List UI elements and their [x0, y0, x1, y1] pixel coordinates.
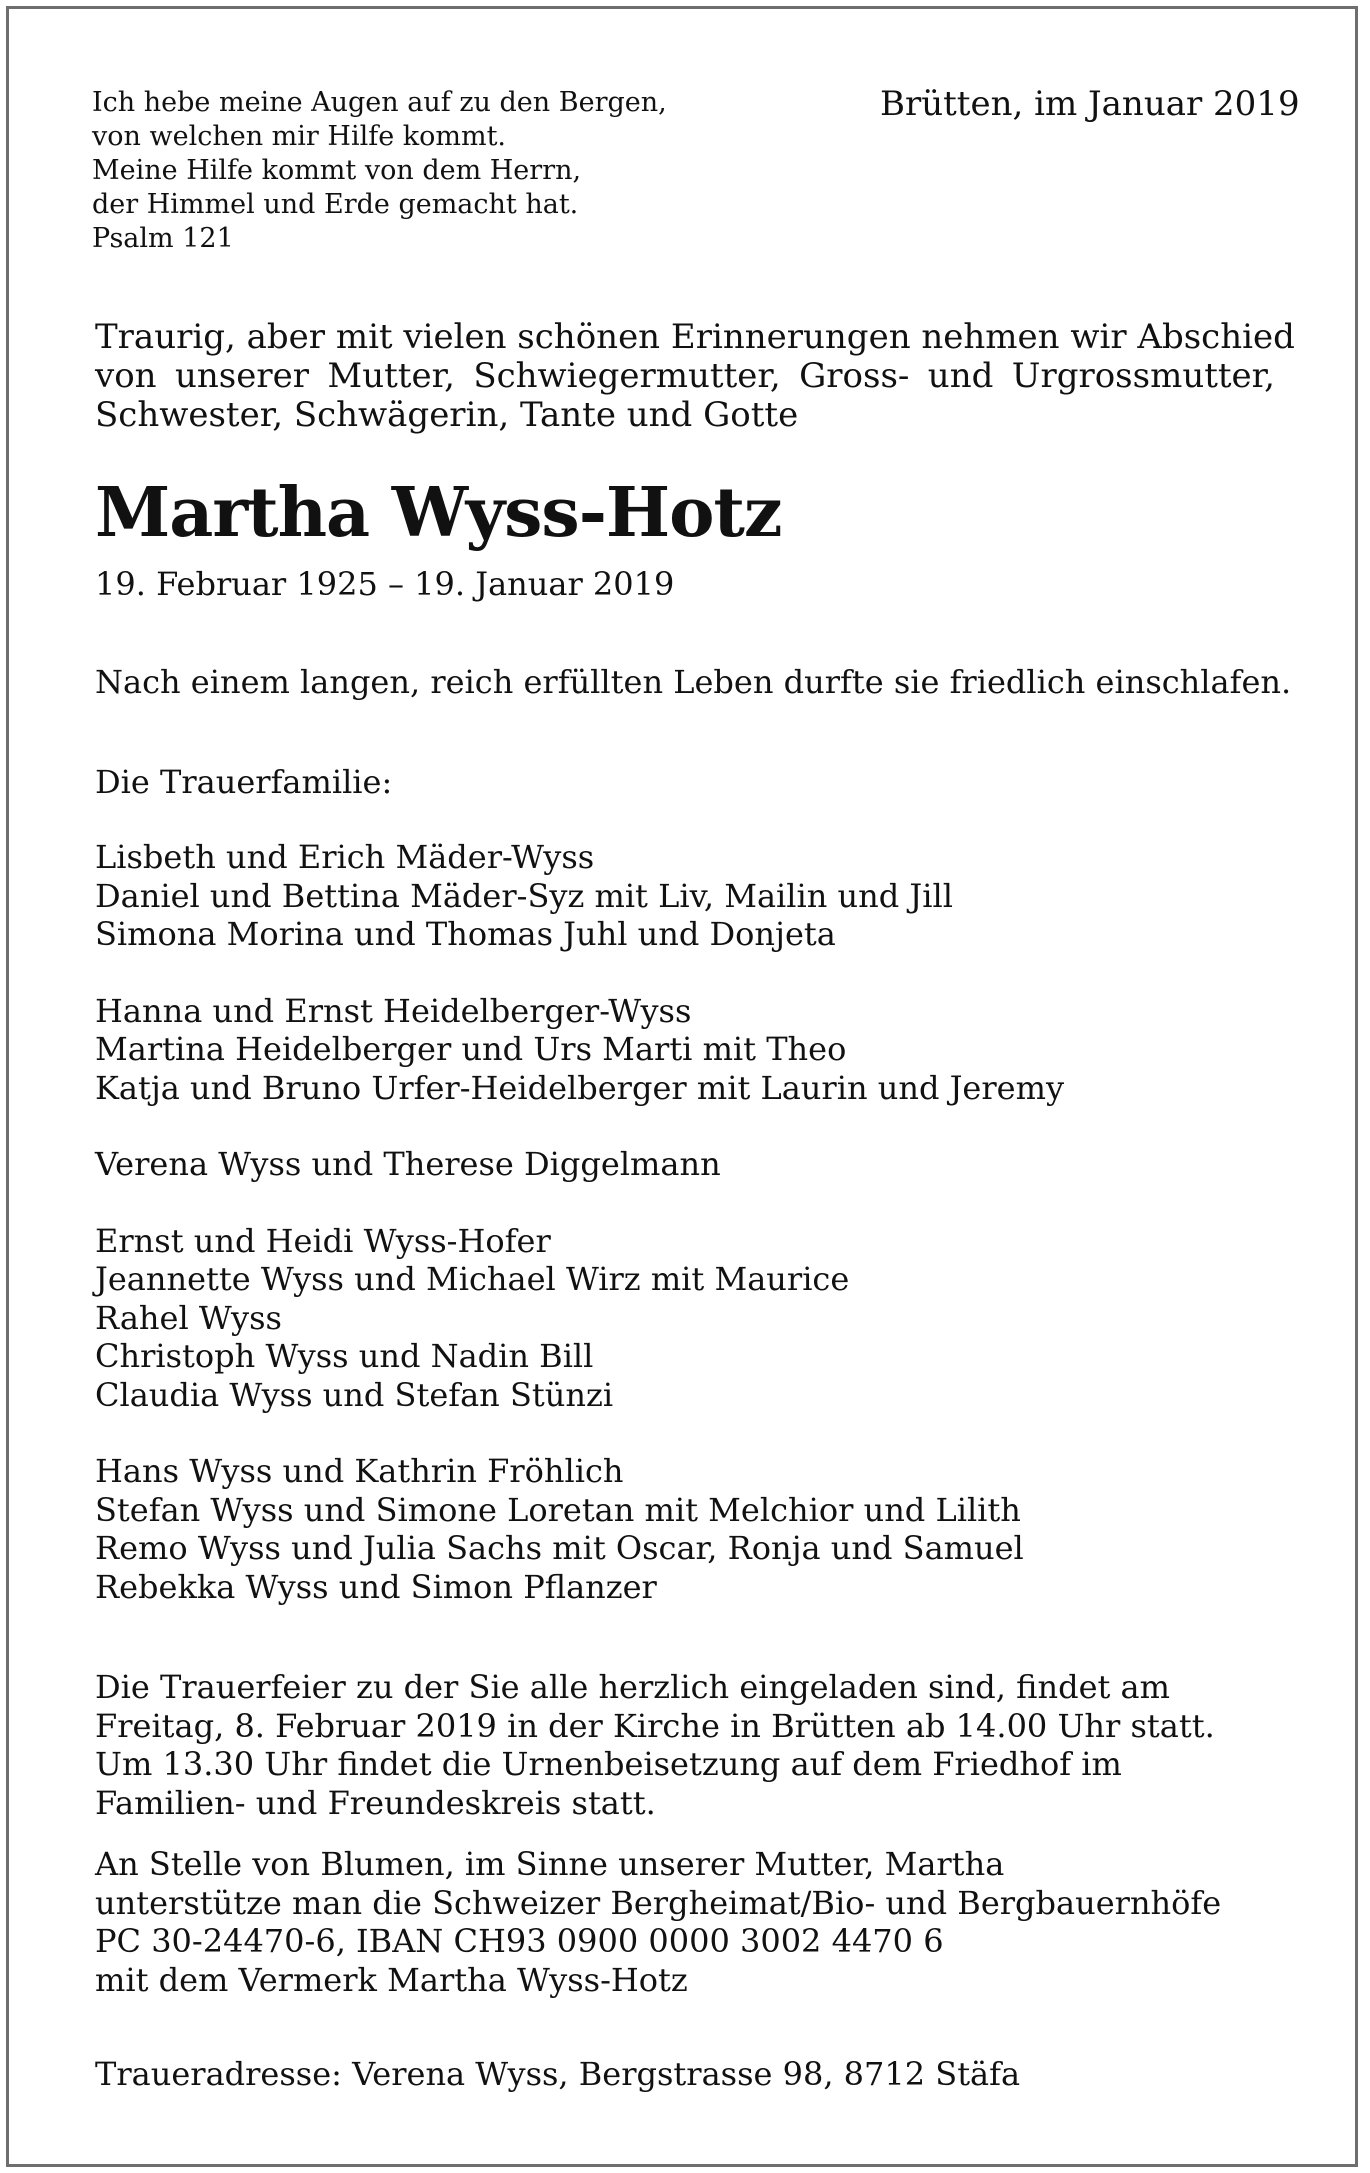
family-member: Ernst und Heidi Wyss-Hofer — [95, 1221, 551, 1260]
family-group — [95, 1145, 1064, 1184]
family-group — [95, 838, 1064, 954]
deceased-name: Martha Wyss-Hotz — [95, 473, 782, 553]
donation-line: An Stelle von Blumen, im Sinne unserer Mutter, Martha — [95, 1845, 1005, 1883]
place-and-date: Brütten, im Januar 2019 — [880, 84, 1300, 124]
family-member: Martina Heidelberger und Urs Marti mit Theo — [95, 1030, 847, 1068]
family-member: Katja und Bruno Urfer-Heidelberger mit Laurin und Jeremy — [95, 1068, 1065, 1107]
intro-line: Schwester, Schwägerin, Tante und Gotte — [95, 395, 799, 435]
psalm-line: Meine Hilfe kommt von dem Herrn, — [92, 155, 582, 186]
family-member: Hans Wyss und Kathrin Fröhlich — [95, 1452, 624, 1490]
donation-line: PC 30-24470-6, IBAN CH93 0900 0000 3002 4470 6 — [95, 1922, 944, 1960]
family-group — [95, 992, 1064, 1108]
intro-paragraph — [95, 317, 1295, 435]
family-member: Simona Morina und Thomas Juhl und Donjeta — [95, 915, 836, 953]
family-member: Lisbeth und Erich Mäder-Wyss — [95, 838, 595, 876]
life-dates: 19. Februar 1925 – 19. Januar 2019 — [95, 565, 675, 603]
family-member: Christoph Wyss und Nadin Bill — [95, 1337, 594, 1375]
intro-line: von unserer Mutter, Schwiegermutter, Gross- und Urgrossmutter, — [95, 356, 1275, 396]
donation-line: mit dem Vermerk Martha Wyss-Hotz — [95, 1960, 688, 1999]
psalm-line: der Himmel und Erde gemacht hat. — [92, 189, 579, 220]
family-group — [95, 1452, 1064, 1606]
donation-line: unterstütze man die Schweizer Bergheimat/Bio- und Bergbauernhöfe — [95, 1883, 1222, 1922]
psalm-line: Ich hebe meine Augen auf zu den Bergen, — [92, 87, 667, 118]
intro-line: Traurig, aber mit vielen schönen Erinnerungen nehmen wir Abschied — [95, 317, 1295, 357]
family-member: Rahel Wyss — [95, 1298, 282, 1337]
family-member: Claudia Wyss und Stefan Stünzi — [95, 1375, 614, 1414]
mourning-address: Traueradresse: Verena Wyss, Bergstrasse 98, 8712 Stäfa — [95, 2055, 1021, 2093]
family-heading: Die Trauerfamilie: — [95, 763, 393, 801]
ceremony-line: Freitag, 8. Februar 2019 in der Kirche in Brütten ab 14.00 Uhr statt. — [95, 1706, 1215, 1745]
psalm-quote — [92, 86, 667, 256]
donation-info — [95, 1845, 1221, 1999]
family-member: Remo Wyss und Julia Sachs mit Oscar, Ronja und Samuel — [95, 1529, 1024, 1567]
ceremony-info — [95, 1668, 1215, 1822]
ceremony-line: Um 13.30 Uhr findet die Urnenbeisetzung auf dem Friedhof im — [95, 1745, 1122, 1783]
family-member: Jeannette Wyss und Michael Wirz mit Maurice — [95, 1260, 850, 1298]
family-member: Hanna und Ernst Heidelberger-Wyss — [95, 991, 692, 1030]
family-member: Rebekka Wyss und Simon Pflanzer — [95, 1567, 657, 1606]
ceremony-line: Familien- und Freundeskreis statt. — [95, 1783, 656, 1822]
ceremony-line: Die Trauerfeier zu der Sie alle herzlich eingeladen sind, findet am — [95, 1668, 1170, 1706]
family-member: Verena Wyss und Therese Diggelmann — [95, 1145, 721, 1183]
family-group — [95, 1222, 1064, 1415]
family-member: Stefan Wyss und Simone Loretan mit Melchior und Lilith — [95, 1490, 1021, 1529]
psalm-line: von welchen mir Hilfe kommt. — [92, 121, 507, 152]
farewell-sentence: Nach einem langen, reich erfüllten Leben durfte sie friedlich einschlafen. — [95, 663, 1292, 701]
psalm-reference: Psalm 121 — [92, 223, 234, 254]
family-list — [95, 838, 1064, 1644]
family-member: Daniel und Bettina Mäder-Syz mit Liv, Mailin und Jill — [95, 876, 953, 915]
